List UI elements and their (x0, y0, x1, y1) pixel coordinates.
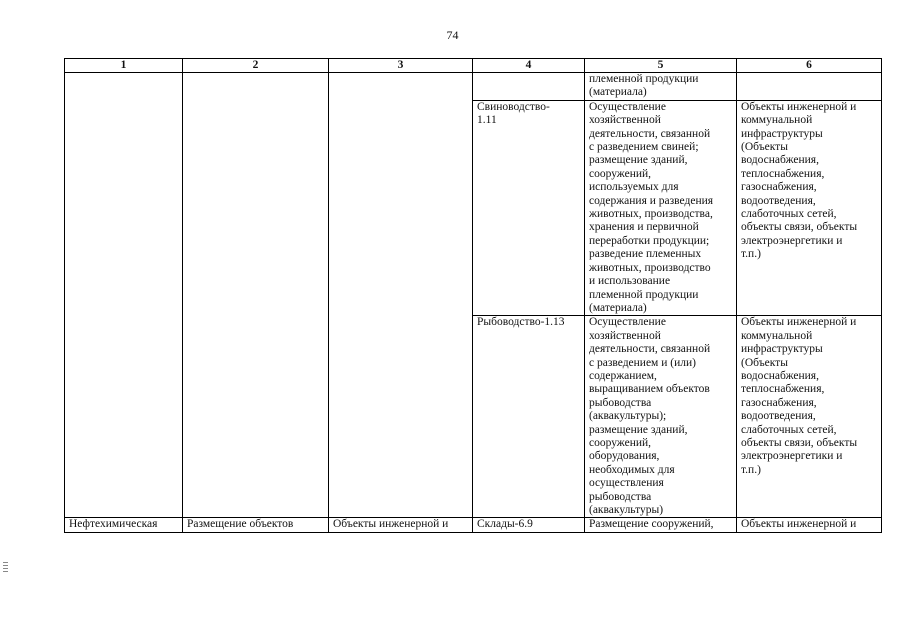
table-cell-use-code: Свиноводство- 1.11 (473, 100, 585, 316)
header-col-1: 1 (65, 59, 183, 73)
table-row (65, 518, 882, 533)
header-col-4: 4 (473, 59, 585, 73)
table-cell-use-code: Склады-6.9 (473, 518, 585, 533)
table-cell: Размещение объектов (183, 518, 329, 533)
header-col-5: 5 (585, 59, 737, 73)
header-row (65, 59, 882, 73)
merged-cell-col-3 (329, 73, 473, 518)
table-cell-auxiliary: Объекты инженерной и (737, 518, 882, 533)
header-col-2: 2 (183, 59, 329, 73)
header-col-6: 6 (737, 59, 882, 73)
table-cell (473, 73, 585, 101)
table-cell-auxiliary: Объекты инженерной и коммунальной инфраструктуры (Объекты водоснабжения, теплоснабжения, газоснабжения, водоотведения, слаботочных сетей, объекты связи, объекты электроэнергетики и т.п.) (737, 100, 882, 316)
table-cell: племенной продукции (материала) (585, 73, 737, 101)
table-cell (737, 73, 882, 101)
table-cell: Объекты инженерной и (329, 518, 473, 533)
table-row-continuation (65, 73, 882, 101)
land-use-table (64, 58, 882, 533)
margin-mark (3, 562, 8, 578)
table-cell-auxiliary: Объекты инженерной и коммунальной инфраструктуры (Объекты водоснабжения, теплоснабжения, газоснабжения, водоотведения, слаботочных сетей, объекты связи, объекты электроэнергетики и т.п.) (737, 316, 882, 518)
header-col-3: 3 (329, 59, 473, 73)
table-cell-description: Размещение сооружений, (585, 518, 737, 533)
merged-cell-col-1 (65, 73, 183, 518)
merged-cell-col-2 (183, 73, 329, 518)
page-number: 74 (446, 28, 459, 42)
table-cell-use-code: Рыбоводство-1.13 (473, 316, 585, 518)
table-cell-zone: Нефтехимическая (65, 518, 183, 533)
table-cell-description: Осуществление хозяйственной деятельности, связанной с разведением свиней; размещение зданий, сооружений, используемых для содержания и разведения животных, производства, хранения и первичной переработки продукции; разведение племенных животных, производство и использование племенной продукции (материала) (585, 100, 737, 316)
table-cell-description: Осуществление хозяйственной деятельности, связанной с разведением и (или) содержанием, выращиванием объектов рыбоводства (аквакультуры); размещение зданий, сооружений, оборудования, необходимых для осуществления рыбоводства (аквакультуры) (585, 316, 737, 518)
